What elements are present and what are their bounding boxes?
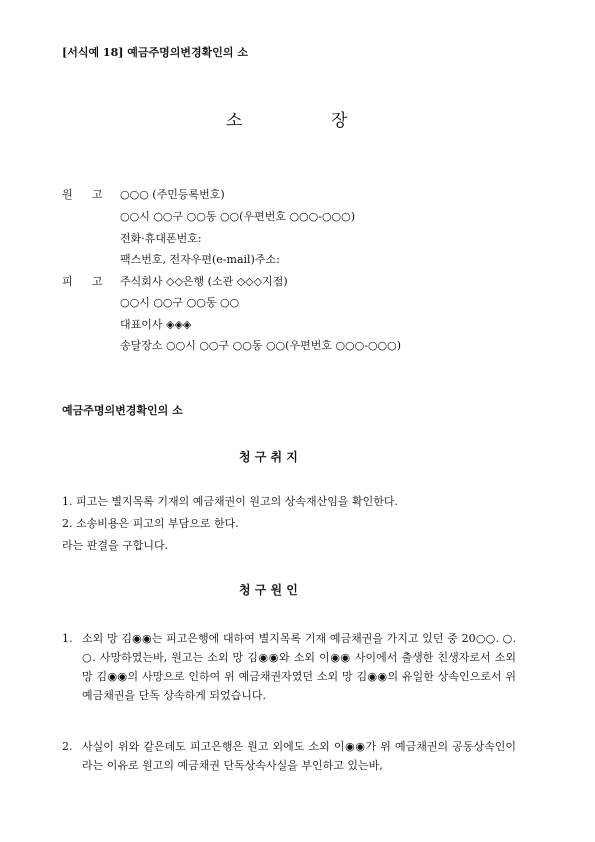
claim-purpose-item: 2. 소송비용은 피고의 부담으로 한다. bbox=[62, 517, 239, 530]
claim-cause-number: 2. bbox=[62, 740, 73, 753]
plaintiff-line: 팩스번호, 전자우편(e-mail)주소: bbox=[120, 253, 280, 266]
case-name: 예금주명의변경확인의 소 bbox=[62, 404, 183, 417]
defendant-label-1: 피 bbox=[62, 275, 73, 288]
defendant-line: ○○시 ○○구 ○○동 ○○ bbox=[120, 296, 240, 309]
defendant-label-2: 고 bbox=[92, 275, 103, 288]
defendant-line: 대표이사 ◈◈◈ bbox=[120, 318, 192, 331]
claim-cause-heading: 청 구 원 인 bbox=[239, 583, 298, 597]
defendant-line: 주식회사 ◇◇은행 (소관 ◇◇◇지점) bbox=[120, 275, 288, 288]
doc-title-left: 소 bbox=[226, 111, 243, 131]
claim-purpose-heading: 청 구 취 지 bbox=[239, 450, 298, 464]
defendant-line: 송달장소 ○○시 ○○구 ○○동 ○○(우편번호 ○○○-○○○) bbox=[120, 339, 402, 352]
form-label: [서식예 18] 예금주명의변경확인의 소 bbox=[62, 46, 248, 59]
doc-title-right: 장 bbox=[331, 111, 348, 131]
claim-purpose-closing: 라는 판결을 구합니다. bbox=[62, 539, 169, 552]
plaintiff-line: ○○○ (주민등록번호) bbox=[120, 188, 225, 201]
claim-cause-number: 1. bbox=[62, 632, 73, 645]
claim-cause-paragraph: 소외 망 김◉◉는 피고은행에 대하여 별지목록 기재 예금채권을 가지고 있던 중 20○○. ○. ○. 사망하였는바, 원고는 소외 망 김◉◉와 소외 이◉◉ 사이에서 출생한 친생자로서 소외 망 김◉◉의 사망으로 인하여 위 예금채권자였던 소외 망 김◉◉의 유일한 상속인으로서 위 예금채권을 단독 상속하게 되었습니다. bbox=[82, 632, 516, 702]
claim-purpose-item: 1. 피고는 별지목록 기재의 예금채권이 원고의 상속재산임을 확인한다. bbox=[62, 495, 398, 508]
plaintiff-label-2: 고 bbox=[92, 188, 103, 201]
claim-cause-paragraph: 사실이 위와 같은데도 피고은행은 원고 외에도 소외 이◉◉가 위 예금채권의 공동상속인이라는 이유로 원고의 예금채권 단독상속사실을 부인하고 있는바, bbox=[82, 740, 516, 772]
plaintiff-line: 전화·휴대폰번호: bbox=[120, 232, 202, 245]
plaintiff-label-1: 원 bbox=[62, 188, 73, 201]
plaintiff-line: ○○시 ○○구 ○○동 ○○(우편번호 ○○○-○○○) bbox=[120, 210, 356, 223]
